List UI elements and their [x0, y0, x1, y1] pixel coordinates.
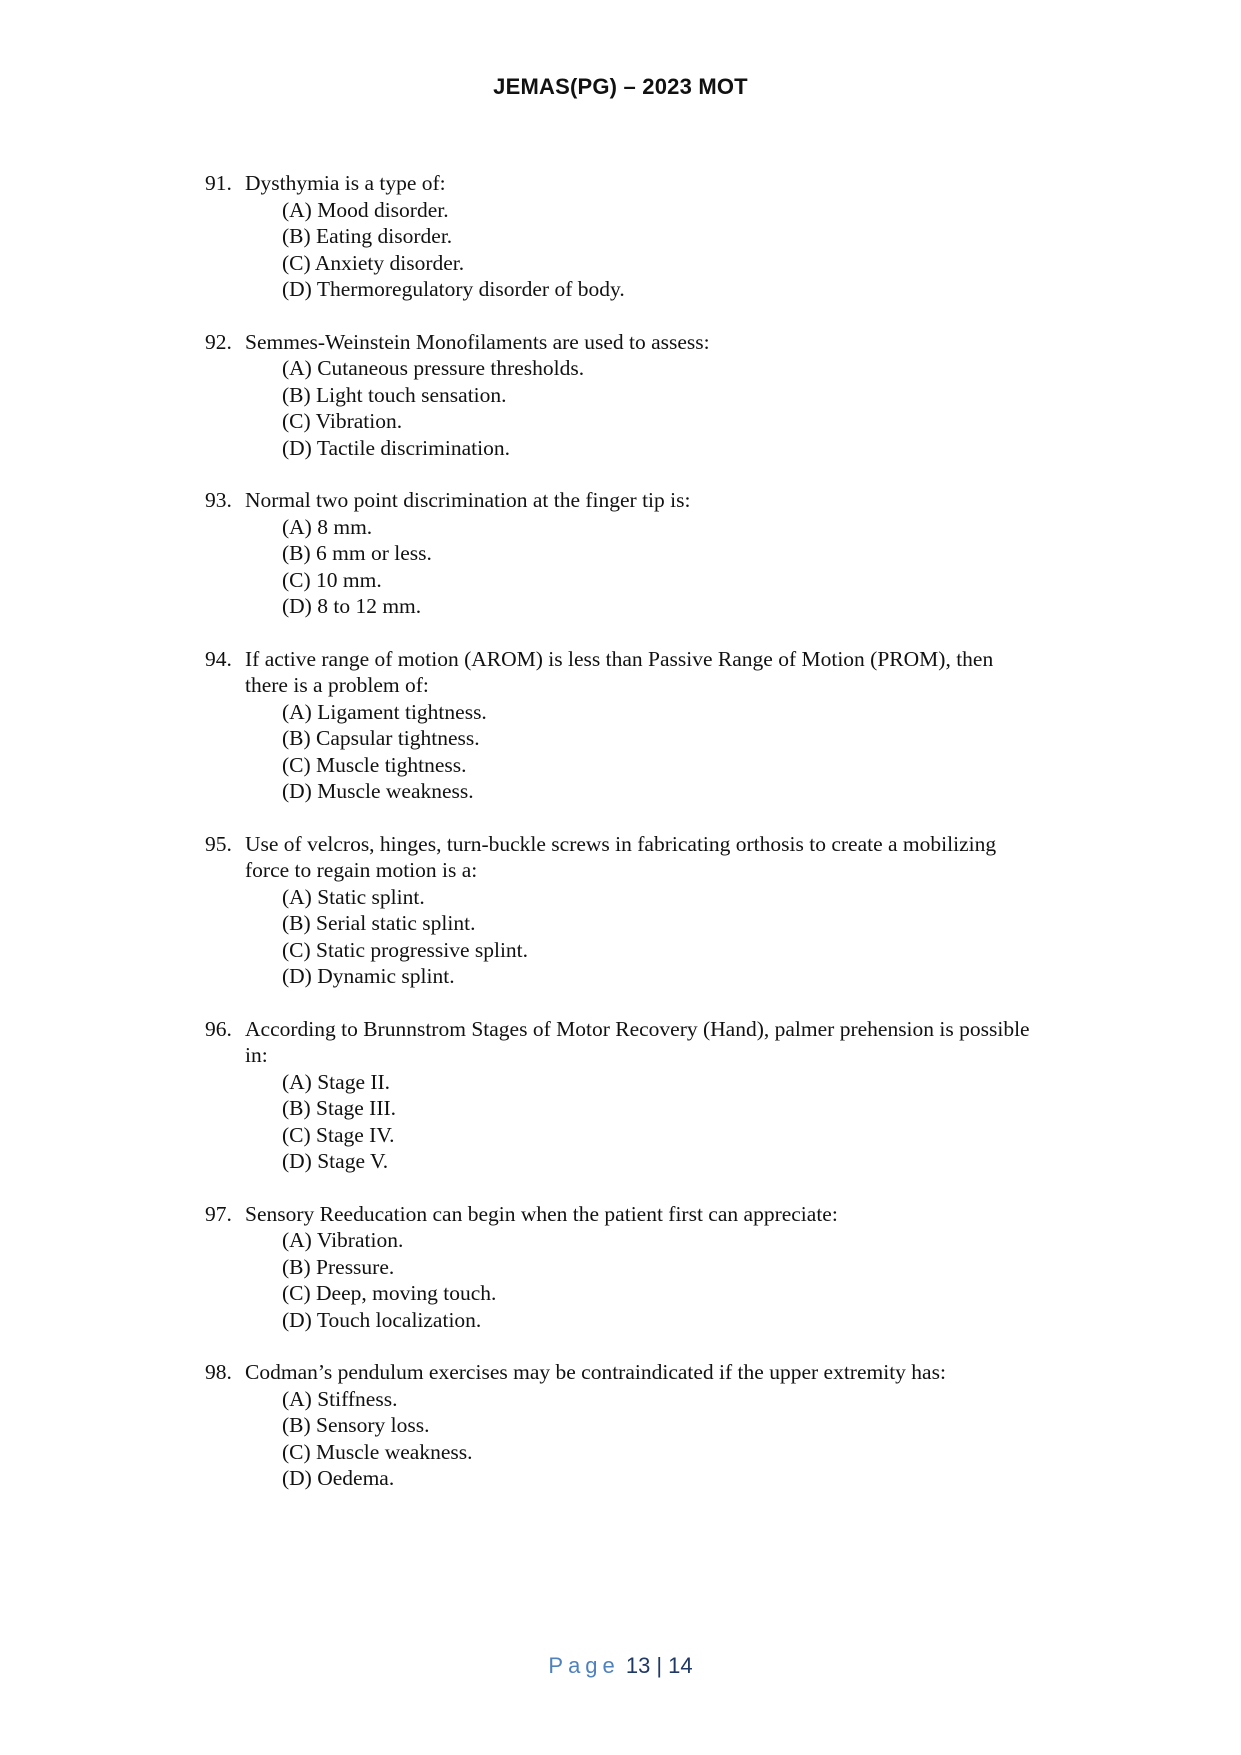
option-b: (B) Eating disorder.	[282, 224, 453, 248]
option-b: (B) 6 mm or less.	[282, 541, 432, 565]
question-93	[205, 487, 1035, 620]
option-c: (C) Stage IV.	[282, 1122, 395, 1147]
question-94	[205, 646, 1035, 805]
option-b: (B) Sensory loss.	[282, 1413, 430, 1437]
question-95	[205, 831, 1035, 990]
option-list	[282, 514, 1035, 620]
question-number: 94.	[205, 646, 232, 671]
page-footer	[0, 1653, 1241, 1679]
question-96	[205, 1016, 1035, 1175]
option-d: (D) 8 to 12 mm.	[282, 594, 422, 618]
option-a: (A) Stage II.	[282, 1069, 391, 1094]
question-98	[205, 1359, 1035, 1492]
option-d: (D) Muscle weakness.	[282, 779, 474, 803]
total-pages: 14	[668, 1653, 693, 1678]
option-b: (B) Pressure.	[282, 1254, 395, 1279]
option-a: (A) Vibration.	[282, 1228, 404, 1252]
option-c: (C) Muscle tightness.	[282, 752, 467, 777]
question-text: Normal two point discrimination at the finger tip is:	[245, 488, 691, 512]
page-title: JEMAS(PG) – 2023 MOT	[493, 74, 748, 99]
question-92	[205, 329, 1035, 462]
option-list	[282, 1069, 1035, 1175]
option-b: (B) Capsular tightness.	[282, 726, 480, 750]
option-c: (C) Muscle weakness.	[282, 1439, 473, 1464]
question-number: 92.	[205, 329, 232, 354]
question-number: 96.	[205, 1016, 232, 1041]
question-text: According to Brunnstrom Stages of Motor Recovery (Hand), palmer prehension is possible in:	[245, 1016, 1030, 1067]
option-list	[282, 699, 1035, 805]
question-text: Sensory Reeducation can begin when the patient first can appreciate:	[245, 1201, 838, 1226]
option-d: (D) Oedema.	[282, 1466, 395, 1490]
option-list	[282, 1386, 1035, 1492]
question-text: Semmes-Weinstein Monofilaments are used to assess:	[245, 329, 710, 354]
page-number: 13	[625, 1653, 651, 1678]
option-list	[282, 884, 1035, 990]
question-text: Use of velcros, hinges, turn-buckle screws in fabricating orthosis to create a mobilizing force to regain motion is a:	[245, 831, 997, 882]
question-number: 95.	[205, 831, 232, 856]
question-number: 98.	[205, 1360, 232, 1384]
option-b: (B) Serial static splint.	[282, 911, 476, 935]
page-label: Page	[548, 1653, 620, 1678]
option-d: (D) Dynamic splint.	[282, 964, 455, 988]
option-c: (C) Anxiety disorder.	[282, 250, 465, 275]
question-91	[205, 170, 1035, 303]
option-b: (B) Stage III.	[282, 1096, 397, 1120]
option-c: (C) Deep, moving touch.	[282, 1281, 497, 1305]
option-list	[282, 355, 1035, 461]
option-d: (D) Tactile discrimination.	[282, 435, 510, 460]
option-a: (A) Mood disorder.	[282, 197, 449, 222]
question-97	[205, 1201, 1035, 1334]
option-list	[282, 1227, 1035, 1333]
option-d: (D) Thermoregulatory disorder of body.	[282, 277, 625, 301]
option-list	[282, 197, 1035, 303]
option-a: (A) 8 mm.	[282, 514, 373, 539]
question-text: Codman’s pendulum exercises may be contraindicated if the upper extremity has:	[245, 1360, 946, 1384]
option-c: (C) Vibration.	[282, 409, 403, 433]
question-text: Dysthymia is a type of:	[245, 171, 446, 195]
question-number: 93.	[205, 488, 232, 512]
option-d: (D) Touch localization.	[282, 1307, 482, 1332]
question-number: 91.	[205, 171, 232, 195]
option-a: (A) Static splint.	[282, 884, 425, 909]
option-d: (D) Stage V.	[282, 1149, 389, 1173]
question-text: If active range of motion (AROM) is less than Passive Range of Motion (PROM), then there is a problem of:	[245, 646, 994, 697]
option-c: (C) Static progressive splint.	[282, 937, 529, 962]
question-number: 97.	[205, 1201, 232, 1226]
question-list	[205, 170, 1035, 1518]
option-a: (A) Ligament tightness.	[282, 699, 487, 724]
option-b: (B) Light touch sensation.	[282, 382, 507, 407]
option-c: (C) 10 mm.	[282, 567, 382, 592]
option-a: (A) Stiffness.	[282, 1386, 398, 1411]
option-a: (A) Cutaneous pressure thresholds.	[282, 356, 585, 380]
page-separator: |	[656, 1653, 663, 1678]
